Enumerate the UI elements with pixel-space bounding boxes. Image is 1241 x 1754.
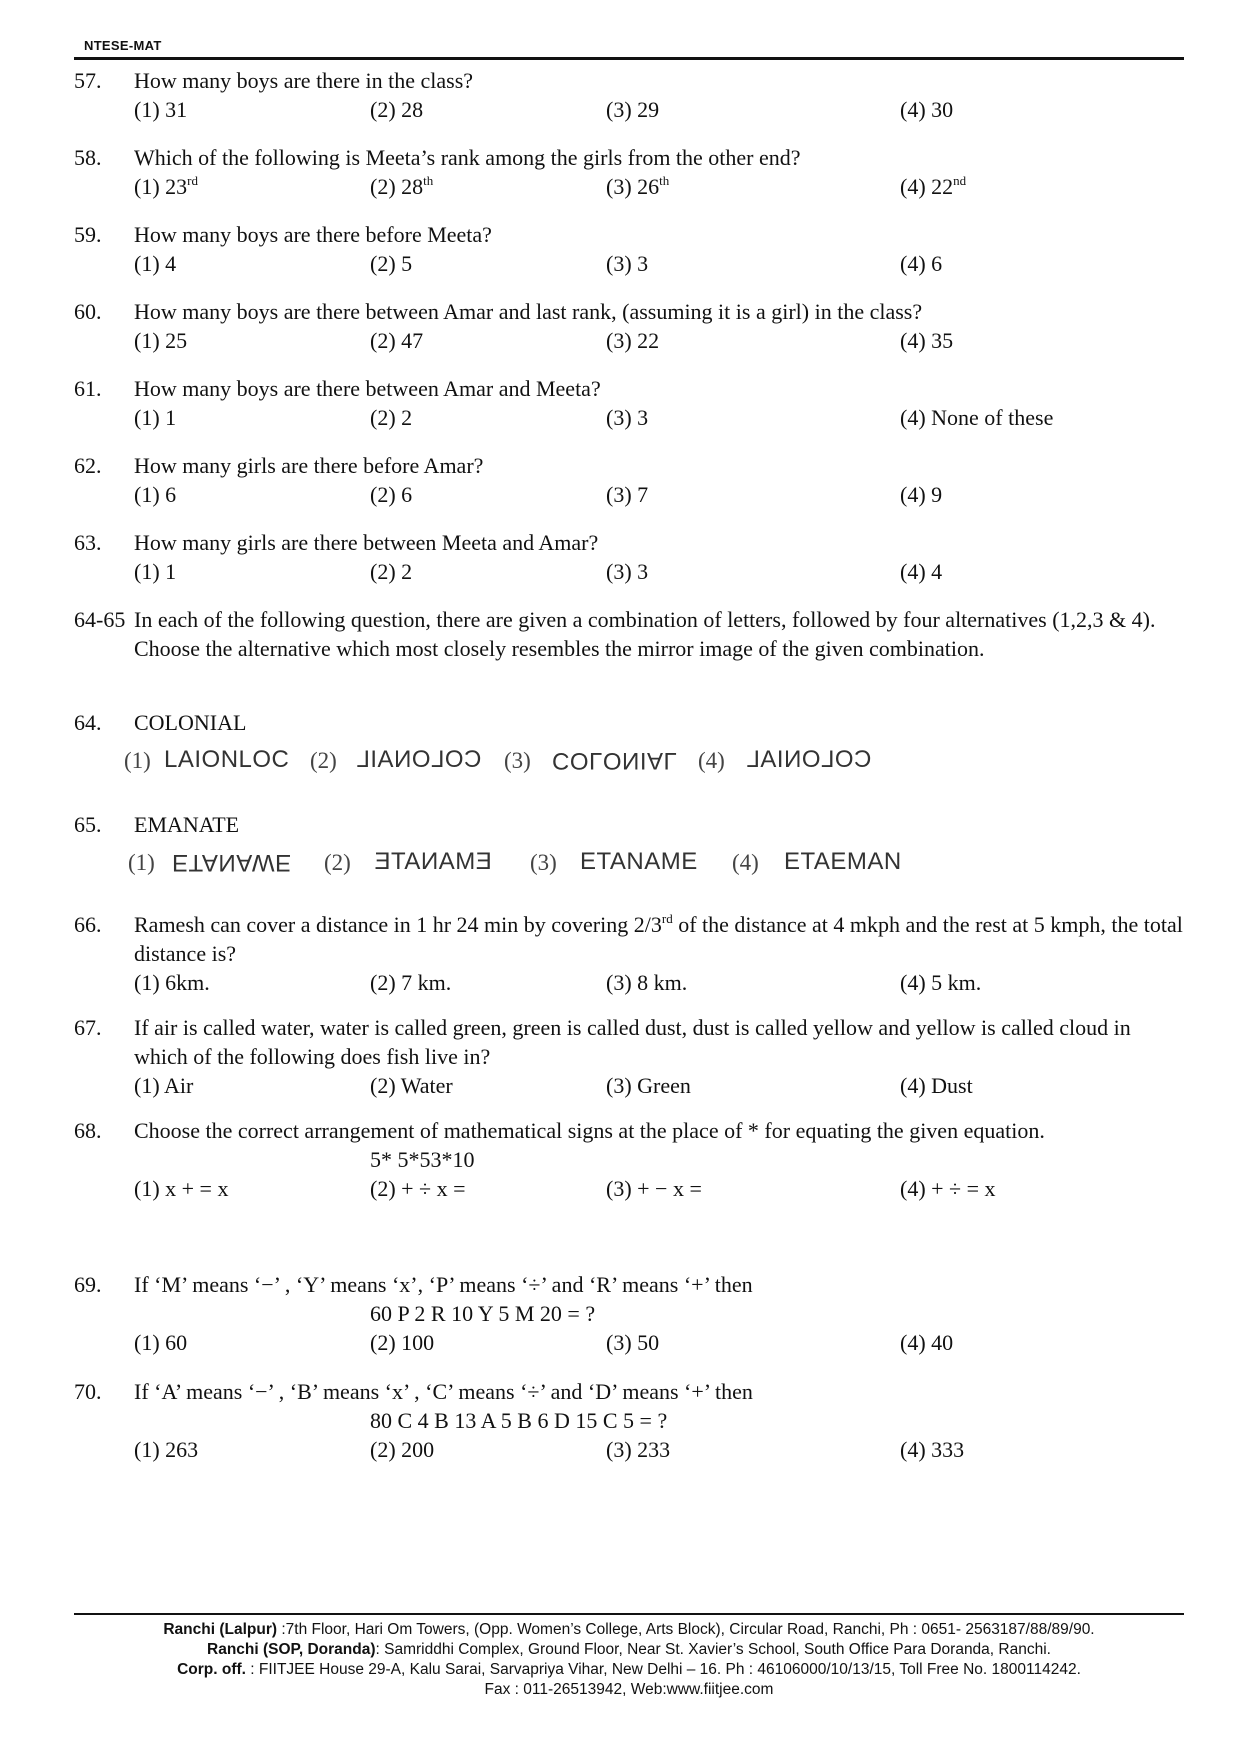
option-2: (2) + ÷ x = [370,1176,466,1201]
option-value: (1) 23 [134,174,188,199]
question-text: COLONIAL [134,710,247,735]
option-4: (4) None of these [900,405,1054,430]
option-3: (3) + − x = [606,1176,702,1201]
question-63 [74,528,1184,586]
option-2-word: COLONAIL [356,746,482,773]
question-text: If ‘A’ means ‘−’ , ‘B’ means ‘x’ , ‘C’ means ‘÷’ and ‘D’ means ‘+’ then [134,1379,753,1404]
option-3: (3) 3 [606,405,649,430]
option-1: (1) 6 [134,482,177,507]
option-1: (1) 263 [134,1437,199,1462]
footer-address: :7th Floor, Hari Om Towers, (Opp. Women’s College, Arts Block), Circular Road, Ranchi, Ph : 0651- 2563187/88/89/90. [277,1621,1095,1638]
option-4: (4) 4 [900,559,943,584]
option-3-label: (3) [530,850,557,875]
question-61 [74,374,1184,432]
option-3: (3) 22 [606,328,660,353]
question-text: How many girls are there before Amar? [134,453,484,478]
footer [74,1620,1184,1700]
footer-line-4: Fax : 011-26513942, Web:www.fiitjee.com [484,1681,774,1698]
option-3: (3) Green [606,1073,691,1098]
option-4: (4) 333 [900,1437,965,1462]
option-4-word: ETAEMAN [784,848,902,875]
option-1-word: LAIONLOC [164,746,290,773]
option-1-label: (1) [124,748,151,773]
question-text: How many boys are there before Meeta? [134,222,492,247]
question-number: 57. [74,68,102,93]
option-1 [134,172,198,201]
question-number: 60. [74,299,102,324]
option-1: (1) x + = x [134,1176,229,1201]
option-1: (1) Air [134,1073,194,1098]
question-57 [74,66,1184,124]
footer-office-name: Ranchi (Lalpur) [163,1621,278,1638]
option-1: (1) 4 [134,251,177,276]
option-4: (4) 9 [900,482,943,507]
option-2: (2) 2 [370,405,413,430]
question-text: How many girls are there between Meeta and Amar? [134,530,599,555]
question-58 [74,143,1184,201]
question-text [134,910,1184,968]
question-text-part: Ramesh can cover a distance in 1 hr 24 min by covering 2/3 [134,912,662,937]
footer-rule [74,1613,1184,1615]
question-64 [74,708,1184,737]
footer-line-2 [74,1640,1184,1660]
option-3: (3) 8 km. [606,970,688,995]
question-text: How many boys are there between Amar and last rank, (assuming it is a girl) in the class? [134,299,923,324]
option-2: (2) 200 [370,1437,435,1462]
option-4: (4) 35 [900,328,954,353]
option-3: (3) 3 [606,559,649,584]
instruction-text: In each of the following question, there are given a combination of letters, followed by four alternatives (1,2,3 & 4). Choose the alternative which most closely resembles the mirror image of the given combination. [134,607,1156,661]
page-header: NTESE-MAT [84,38,162,53]
option-2: (2) 2 [370,559,413,584]
option-2: (2) Water [370,1073,453,1098]
question-text: Which of the following is Meeta’s rank among the girls from the other end? [134,145,801,170]
option-value: (3) 26 [606,174,660,199]
question-64-options [124,742,1034,782]
option-4-label: (4) [698,748,725,773]
footer-line-3 [74,1660,1184,1680]
equation: 80 C 4 B 13 A 5 B 6 D 15 C 5 = ? [370,1408,668,1433]
question-number: 67. [74,1015,102,1040]
question-number: 63. [74,530,102,555]
question-text: EMANATE [134,812,240,837]
option-3: (3) 3 [606,251,649,276]
option-1: (1) 6km. [134,970,210,995]
option-4 [900,172,966,201]
question-60 [74,297,1184,355]
question-68 [74,1116,1184,1203]
option-3: (3) 29 [606,97,660,122]
option-3: (3) 7 [606,482,649,507]
option-suffix: th [423,173,434,188]
option-4: (4) 30 [900,97,954,122]
equation: 5* 5*53*10 [370,1147,475,1172]
footer-address: : FIITJEE House 29-A, Kalu Sarai, Sarvapriya Vihar, New Delhi – 16. Ph : 46106000/10/13/15, Toll Free No. 1800114242. [245,1661,1081,1678]
question-66 [74,910,1184,997]
question-59 [74,220,1184,278]
option-1-word: ETANAWE [172,849,292,876]
option-2: (2) 47 [370,328,424,353]
option-4: (4) 40 [900,1330,954,1355]
option-4-word: COLONIAL [746,746,872,773]
option-2: (2) 6 [370,482,413,507]
header-rule [74,57,1184,60]
option-4-label: (4) [732,850,759,875]
option-4: (4) Dust [900,1073,973,1098]
option-3-word: ETANAME [580,848,698,875]
option-2: (2) 5 [370,251,413,276]
option-4: (4) + ÷ = x [900,1176,996,1201]
option-3-label: (3) [504,748,531,773]
ordinal-suffix: rd [661,911,673,926]
option-suffix: nd [953,173,967,188]
question-65-options [128,844,1034,884]
question-number: 69. [74,1272,102,1297]
option-1: (1) 60 [134,1330,188,1355]
question-text: If ‘M’ means ‘−’ , ‘Y’ means ‘x’, ‘P’ means ‘÷’ and ‘R’ means ‘+’ then [134,1272,753,1297]
option-4: (4) 5 km. [900,970,982,995]
question-number: 61. [74,376,102,401]
option-value: (2) 28 [370,174,424,199]
option-3-word: COLONIAL [552,747,678,774]
question-number: 59. [74,222,102,247]
question-number: 58. [74,145,102,170]
question-number: 64. [74,710,102,735]
question-text: How many boys are there in the class? [134,68,474,93]
option-2 [370,172,433,201]
equation: 60 P 2 R 10 Y 5 M 20 = ? [370,1301,596,1326]
question-text: How many boys are there between Amar and Meeta? [134,376,601,401]
option-value: (4) 22 [900,174,954,199]
option-3: (3) 50 [606,1330,660,1355]
option-2-word: EMANATE [374,848,492,875]
option-2: (2) 7 km. [370,970,452,995]
option-1: (1) 25 [134,328,188,353]
option-3 [606,172,669,201]
option-suffix: rd [187,173,198,188]
option-1-label: (1) [128,850,155,875]
question-text: Choose the correct arrangement of mathematical signs at the place of * for equating the given equation. [134,1118,1045,1143]
option-suffix: th [659,173,670,188]
footer-office-name: Ranchi (SOP, Doranda) [207,1641,376,1658]
question-67 [74,1013,1184,1100]
question-number: 62. [74,453,102,478]
question-62 [74,451,1184,509]
question-number: 70. [74,1379,102,1404]
option-1: (1) 31 [134,97,188,122]
question-65 [74,810,1184,839]
question-text-part: of the distance at 4 mkph and the rest at 5 kmph, the total distance is? [134,912,1183,966]
option-3: (3) 233 [606,1437,671,1462]
question-70 [74,1377,1184,1464]
option-1: (1) 1 [134,559,177,584]
question-number: 68. [74,1118,102,1143]
option-2: (2) 100 [370,1330,435,1355]
footer-office-name: Corp. off. [177,1661,246,1678]
option-1: (1) 1 [134,405,177,430]
option-4: (4) 6 [900,251,943,276]
instruction-64-65 [74,605,1184,663]
option-2-label: (2) [310,748,337,773]
option-2-label: (2) [324,850,351,875]
question-69 [74,1270,1184,1357]
option-2: (2) 28 [370,97,424,122]
footer-address: : Samriddhi Complex, Ground Floor, Near St. Xavier’s School, South Office Para Doranda, Ranchi. [375,1641,1051,1658]
question-number: 65. [74,812,102,837]
question-number: 64-65 [74,607,126,632]
footer-line-1 [74,1620,1184,1640]
question-number: 66. [74,912,102,937]
question-text: If air is called water, water is called green, green is called dust, dust is called yellow and yellow is called cloud in which of the following does fish live in? [134,1015,1131,1069]
